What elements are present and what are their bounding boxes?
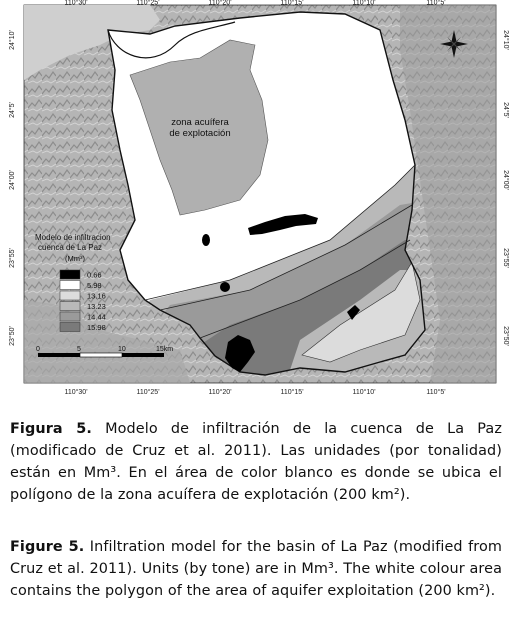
latitude-tick-label: 23°50' xyxy=(502,326,509,346)
legend-swatch xyxy=(60,312,80,321)
latitude-tick-label: 24°00' xyxy=(9,170,16,190)
longitude-tick-label: 110°30' xyxy=(64,0,88,7)
map-panel xyxy=(24,0,496,400)
latitude-tick-label: 24°10' xyxy=(502,30,509,50)
longitude-tick-label: 110°5' xyxy=(426,0,446,7)
caption-es-text: Modelo de infiltración de la cuenca de La Paz (modificado de Cruz et al. 2011). Las unidades (por tonalidad) están en Mm³. En el área de color blanco es donde se ubica el polígono de la zona acuífera de explotación (200 km²). xyxy=(10,421,502,503)
zone-label-line1: zona acuífera xyxy=(171,117,229,128)
longitude-tick-label: 110°30' xyxy=(64,389,88,396)
legend-value: 15.98 xyxy=(87,323,106,332)
caption-english xyxy=(10,536,502,602)
latitude-tick-label: 24°5' xyxy=(9,102,16,118)
zone-label-line2: de explotación xyxy=(169,128,231,139)
scale-label-0: 0 xyxy=(36,346,40,353)
scale-label-5: 5 xyxy=(77,346,81,353)
legend-title-line1: Modelo de infiltracion xyxy=(35,233,111,242)
caption-es-label: Figura 5. xyxy=(10,421,92,437)
longitude-tick-label: 110°15' xyxy=(280,0,304,7)
legend-unit: (Mm³) xyxy=(65,254,85,263)
latitude-tick-label: 23°55' xyxy=(502,248,509,268)
legend-value: 5.98 xyxy=(87,281,102,290)
scale-label-15: 15km xyxy=(156,346,174,353)
legend-swatch xyxy=(60,291,80,300)
longitude-tick-label: 110°25' xyxy=(136,389,160,396)
longitude-tick-label: 110°20' xyxy=(208,389,232,396)
legend-value: 14.44 xyxy=(87,312,106,322)
latitude-tick-label: 23°55' xyxy=(9,248,16,268)
legend-swatch xyxy=(60,323,80,332)
latitude-tick-label: 24°10' xyxy=(9,30,16,50)
caption-en-label: Figure 5. xyxy=(10,539,85,555)
legend-swatch xyxy=(60,281,80,290)
legend-value: 13.16 xyxy=(87,291,106,301)
legend-swatch xyxy=(60,302,80,311)
longitude-tick-label: 110°10' xyxy=(352,0,376,7)
longitude-tick-label: 110°15' xyxy=(280,389,304,396)
caption-en-text: Infiltration model for the basin of La Paz (modified from Cruz et al. 2011). Units (by tone) are in Mm³. The white colour area contains the polygon of the area of aquifer exploitation (200 km²). xyxy=(10,539,502,599)
legend-value: 13.23 xyxy=(87,302,106,311)
longitude-tick-label: 110°25' xyxy=(136,0,160,7)
latitude-tick-label: 24°5' xyxy=(502,102,509,118)
legend-title-line2: cuenca de La Paz xyxy=(38,243,103,252)
scale-label-10: 10 xyxy=(118,346,126,353)
longitude-tick-label: 110°20' xyxy=(208,0,232,7)
latitude-tick-label: 23°50' xyxy=(9,326,16,346)
legend-value: 0.66 xyxy=(87,270,102,280)
latitude-tick-label: 24°00' xyxy=(502,170,509,190)
longitude-tick-label: 110°10' xyxy=(352,389,376,396)
longitude-tick-label: 110°5' xyxy=(426,389,446,396)
caption-spanish xyxy=(10,418,502,506)
legend-swatch xyxy=(60,270,80,279)
